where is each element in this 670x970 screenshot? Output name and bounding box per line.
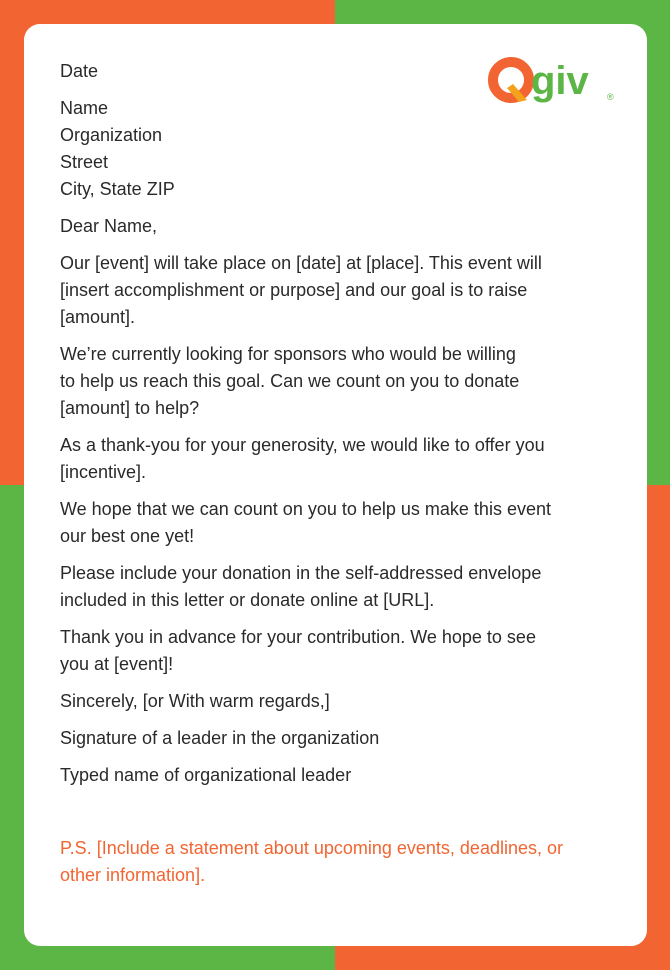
paragraph-line: Our [event] will take place on [date] at [place]. This event will: [60, 253, 542, 273]
paragraph-line: Thank you in advance for your contribution. We hope to see: [60, 627, 536, 647]
paragraph-line: to help us reach this goal. Can we count on you to donate: [60, 371, 520, 391]
address-name: Name: [60, 98, 109, 118]
typed-name-line: Typed name of organizational leader: [60, 765, 352, 785]
paragraph-line: [amount].: [60, 307, 136, 327]
paragraph-line: We hope that we can count on you to help us make this event: [60, 499, 551, 519]
address-city-state-zip: City, State ZIP: [60, 179, 175, 199]
paragraph-line: We’re currently looking for sponsors who would be willing: [60, 344, 516, 364]
logo-wordmark: giv: [531, 59, 589, 103]
paragraph-line: [insert accomplishment or purpose] and our goal is to raise: [60, 280, 528, 300]
paragraph-line: [amount] to help?: [60, 398, 200, 418]
paragraph-line: included in this letter or donate online at [URL].: [60, 590, 435, 610]
closing: Sincerely, [or With warm regards,]: [60, 691, 330, 711]
paragraph-event: [60, 250, 620, 331]
paragraph-line: our best one yet!: [60, 526, 195, 546]
paragraph-line: As a thank-you for your generosity, we would like to offer you: [60, 435, 545, 455]
address-organization: Organization: [60, 125, 163, 145]
letter-body: [60, 58, 620, 899]
paragraph-line: [incentive].: [60, 462, 147, 482]
paragraph-incentive: [60, 432, 620, 486]
paragraph-line: Please include your donation in the self-addressed envelope: [60, 563, 542, 583]
postscript-line: other information].: [60, 865, 206, 885]
postscript: [60, 835, 620, 889]
paragraph-hope: [60, 496, 620, 550]
salutation: Dear Name,: [60, 216, 158, 236]
letter-date: Date: [60, 61, 99, 81]
postscript-line: P.S. [Include a statement about upcoming events, deadlines, or: [60, 838, 563, 858]
paragraph-thanks: [60, 624, 620, 678]
address-street: Street: [60, 152, 109, 172]
paragraph-sponsors: [60, 341, 620, 422]
signature-line: Signature of a leader in the organization: [60, 728, 380, 748]
paragraph-donation: [60, 560, 620, 614]
paragraph-line: you at [event]!: [60, 654, 174, 674]
letter-card: [24, 24, 647, 946]
recipient-address: [60, 95, 620, 203]
logo-registered-mark: ®: [607, 92, 614, 102]
